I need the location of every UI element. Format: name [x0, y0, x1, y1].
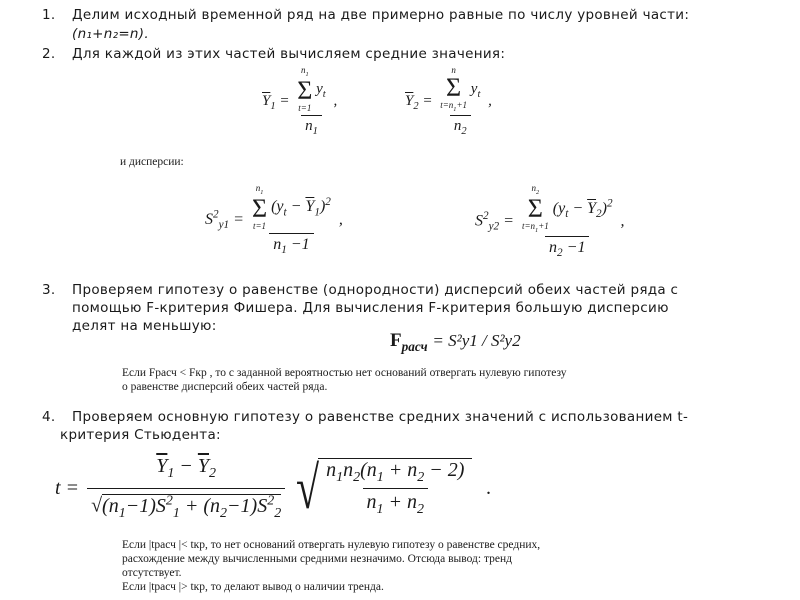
f-rhs: = S²y1 / S²y2 — [432, 331, 521, 350]
step-4-note-line-3: отсутствует. — [122, 567, 182, 579]
step-4-number: 4. — [42, 409, 56, 425]
step-4-note-line-1: Если |tрасч |< tкр, то нет оснований отвергать нулевую гипотезу о равенстве средних, — [122, 539, 541, 551]
step-3-line-2: помощью F-критерия Фишера. Для вычисления F-критерия большую дисперсию — [72, 300, 669, 316]
step-2-number: 2. — [42, 46, 56, 62]
step-3-line-3: делят на меньшую: — [72, 318, 217, 334]
step-4-note-line-2: расхождение между вычисленными средними незначимо. Отсюда вывод: тренд — [122, 553, 512, 565]
step-1-line-2: (n₁+n₂=n). — [72, 26, 149, 42]
t-criterion-formula: t = $\frac{\overline{Y}_1 - \overline{Y}_2}{√(n_1-1)S^2_1 + (n_2-1)S^2_2}$ √ $\frac{n_1n_2(n_1 + n_2 - 2)}{n_1 + n_2}$ . — [55, 455, 492, 522]
step-4-note-line-4: Если |tрасч |> tкр, то делают вывод о наличии тренда. — [122, 581, 384, 593]
f-label: F — [390, 330, 402, 351]
step-2-line-1: Для каждой из этих частей вычисляем средние значения: — [72, 46, 506, 62]
step-3-line-1: Проверяем гипотезу о равенстве (однородности) дисперсий обеих частей ряда с — [72, 282, 679, 298]
step-4-line-2: критерия Стьюдента: — [60, 427, 221, 443]
step-3-note-line-1: Если Fрасч < Fкр , то с заданной вероятностью нет оснований отвергать нулевую гипотезу — [122, 367, 567, 379]
step-3-number: 3. — [42, 282, 56, 298]
step-4-line-1: Проверяем основную гипотезу о равенстве средних значений с использованием t- — [72, 409, 689, 425]
step-1-line-1: Делим исходный временной ряд на две примерно равные по числу уровней части: — [72, 7, 690, 23]
dispersion-formula-2: $S^2_{y2}$ = $n_2$ Σ $t=n_1+1$ $(y_t - \overline{Y}_2)^2$ $n_2 -1$ , — [475, 183, 625, 260]
dispersion-label: и дисперсии: — [120, 156, 184, 168]
step-3-note-line-2: о равенстве дисперсий обеих частей ряда. — [122, 381, 328, 393]
mean-formula-1: $\overline{Y}_1$ = $n_1$ Σ t=1 $y_t$ $n_1$ , — [262, 65, 338, 138]
dispersion-formula-1: $S^2_{y1}$ = $n_1$ Σ t=1 $(y_t - \overline{Y}_1)^2$ $n_1 -1$ , — [205, 183, 343, 257]
mean-formula-2: $\overline{Y}_2$ = n Σ $t=n_1+1$ $y_t$ $n_2$ , — [405, 65, 492, 138]
f-subscript: расч — [401, 338, 428, 354]
f-criterion-formula — [390, 330, 521, 355]
step-1-number: 1. — [42, 7, 56, 23]
